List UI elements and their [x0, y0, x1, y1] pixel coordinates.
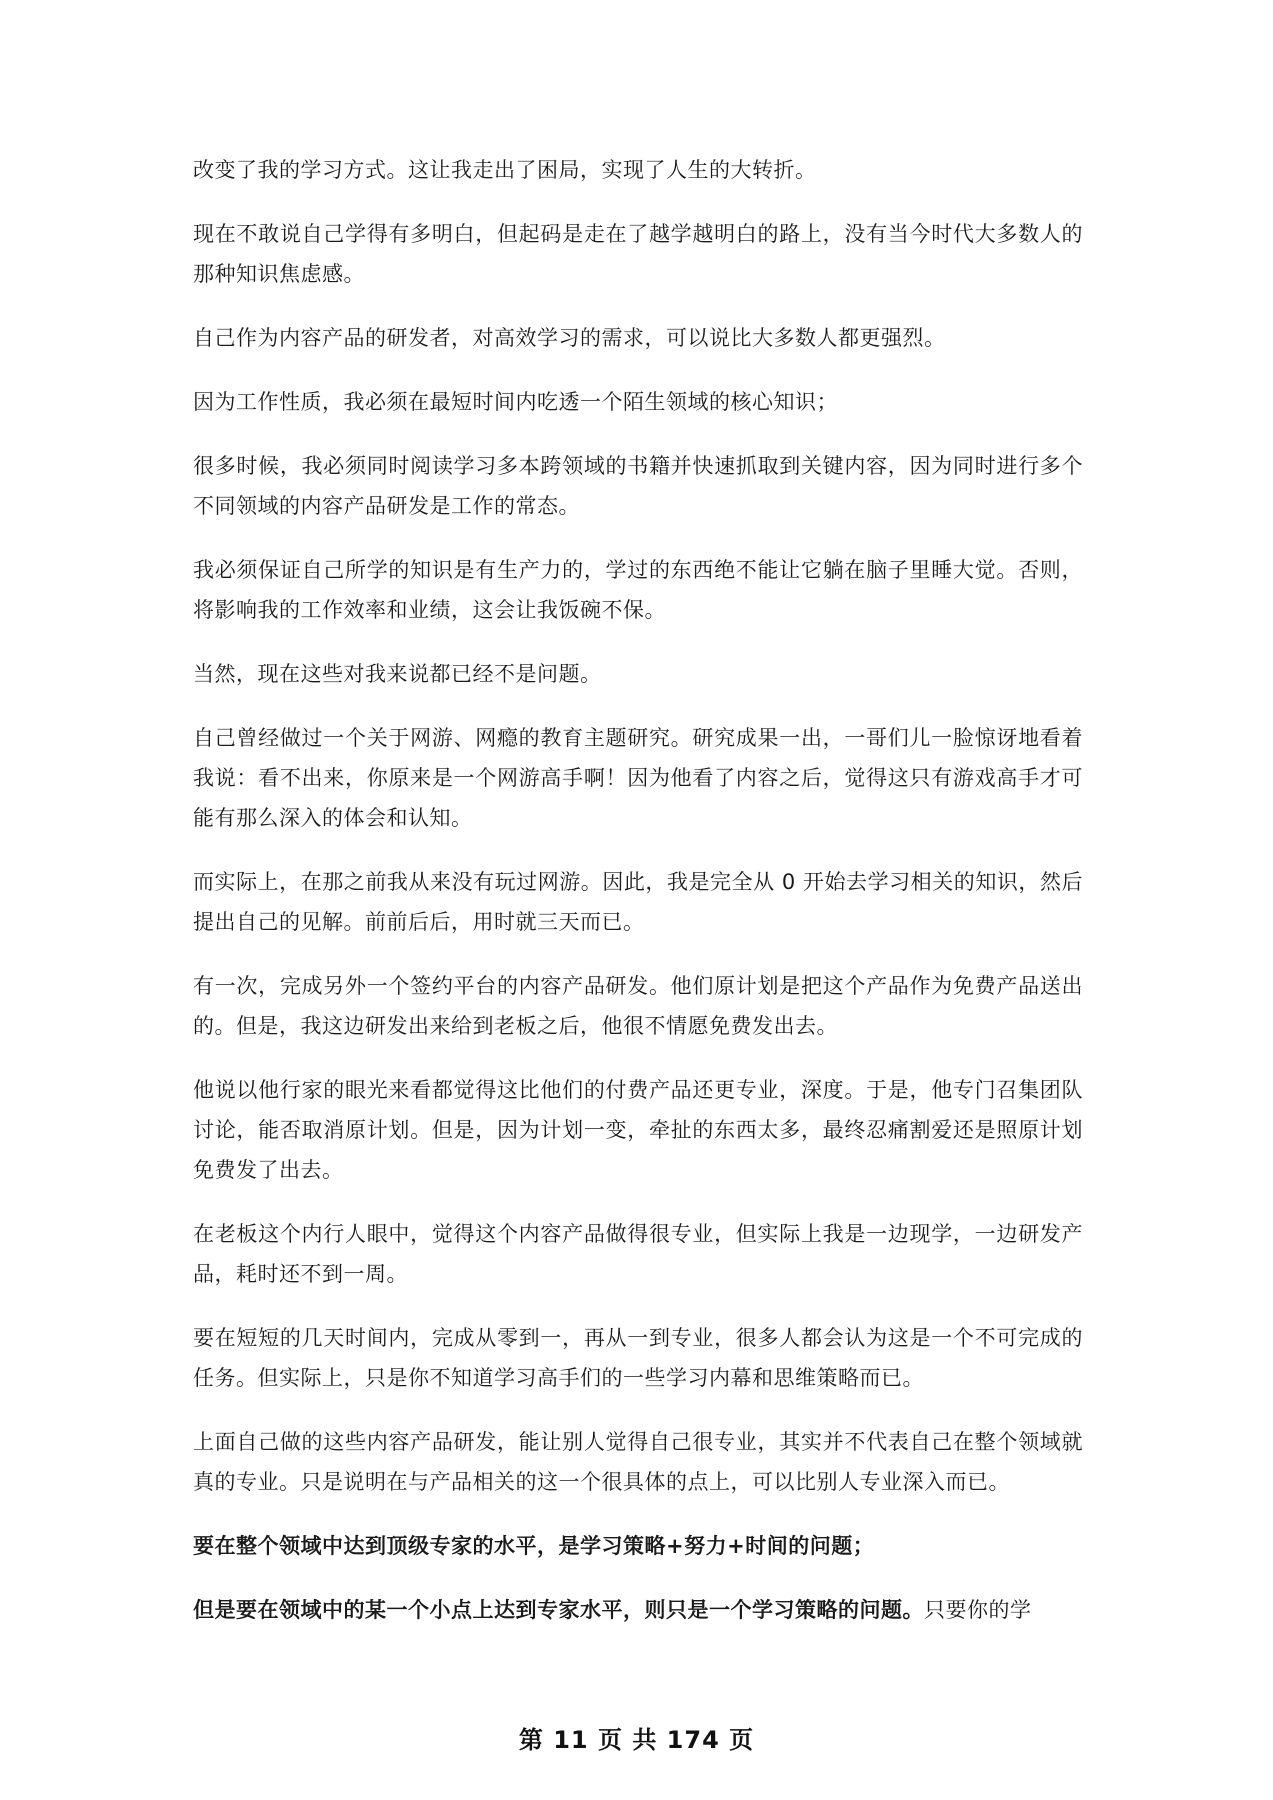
paragraph-10: 有一次，完成另外一个签约平台的内容产品研发。他们原计划是把这个产品作为免费产品送出的。但是，我这边研发出来给到老板之后，他很不情愿免费发出去。: [193, 974, 1083, 1038]
page-number-footer: 第 11 页 共 174 页: [518, 1726, 755, 1754]
paragraph-3: 自己作为内容产品的研发者，对高效学习的需求，可以说比大多数人都更强烈。: [193, 326, 946, 350]
paragraph-13: 要在短短的几天时间内，完成从零到一，再从一到专业，很多人都会认为这是一个不可完成的任务。但实际上，只是你不知道学习高手们的一些学习内幕和思维策略而已。: [193, 1326, 1083, 1390]
last-paragraph: [193, 1590, 1083, 1630]
paragraph-8: 自己曾经做过一个关于网游、网瘾的教育主题研究。研究成果一出，一哥们儿一脸惊讶地看着我说：看不出来，你原来是一个网游高手啊！因为他看了内容之后，觉得这只有游戏高手才可能有那么深入的体会和认知。: [193, 726, 1083, 830]
paragraph-5: 很多时候，我必须同时阅读学习多本跨领域的书籍并快速抓取到关键内容，因为同时进行多个不同领域的内容产品研发是工作的常态。: [193, 454, 1083, 518]
paragraph-12: 在老板这个内行人眼中，觉得这个内容产品做得很专业，但实际上我是一边现学，一边研发产品，耗时还不到一周。: [193, 1222, 1083, 1286]
bold-paragraph: 要在整个领域中达到顶级专家的水平，是学习策略+努力+时间的问题；: [193, 1534, 875, 1558]
paragraph-9: 而实际上，在那之前我从来没有玩过网游。因此，我是完全从 0 开始去学习相关的知识，然后提出自己的见解。前前后后，用时就三天而已。: [193, 870, 1083, 934]
page-body: [193, 150, 1083, 1654]
last-paragraph-bold: 但是要在领域中的某一个小点上达到专家水平，则只是一个学习策略的问题。: [193, 1598, 924, 1622]
paragraph-4: 因为工作性质，我必须在最短时间内吃透一个陌生领域的核心知识；: [193, 390, 838, 414]
paragraph-1: 改变了我的学习方式。这让我走出了困局，实现了人生的大转折。: [193, 158, 817, 182]
paragraph-2: 现在不敢说自己学得有多明白，但起码是走在了越学越明白的路上，没有当今时代大多数人的那种知识焦虑感。: [193, 222, 1083, 286]
last-paragraph-normal: 只要你的学: [924, 1598, 1032, 1622]
paragraph-7: 当然，现在这些对我来说都已经不是问题。: [193, 662, 602, 686]
paragraph-11: 他说以他行家的眼光来看都觉得这比他们的付费产品还更专业，深度。于是，他专门召集团队讨论，能否取消原计划。但是，因为计划一变，牵扯的东西太多，最终忍痛割爱还是照原计划免费发了出去。: [193, 1078, 1083, 1182]
paragraph-14: 上面自己做的这些内容产品研发，能让别人觉得自己很专业，其实并不代表自己在整个领域就真的专业。只是说明在与产品相关的这一个很具体的点上，可以比别人专业深入而已。: [193, 1430, 1083, 1494]
paragraph-6: 我必须保证自己所学的知识是有生产力的，学过的东西绝不能让它躺在脑子里睡大觉。否则，将影响我的工作效率和业绩，这会让我饭碗不保。: [193, 558, 1083, 622]
